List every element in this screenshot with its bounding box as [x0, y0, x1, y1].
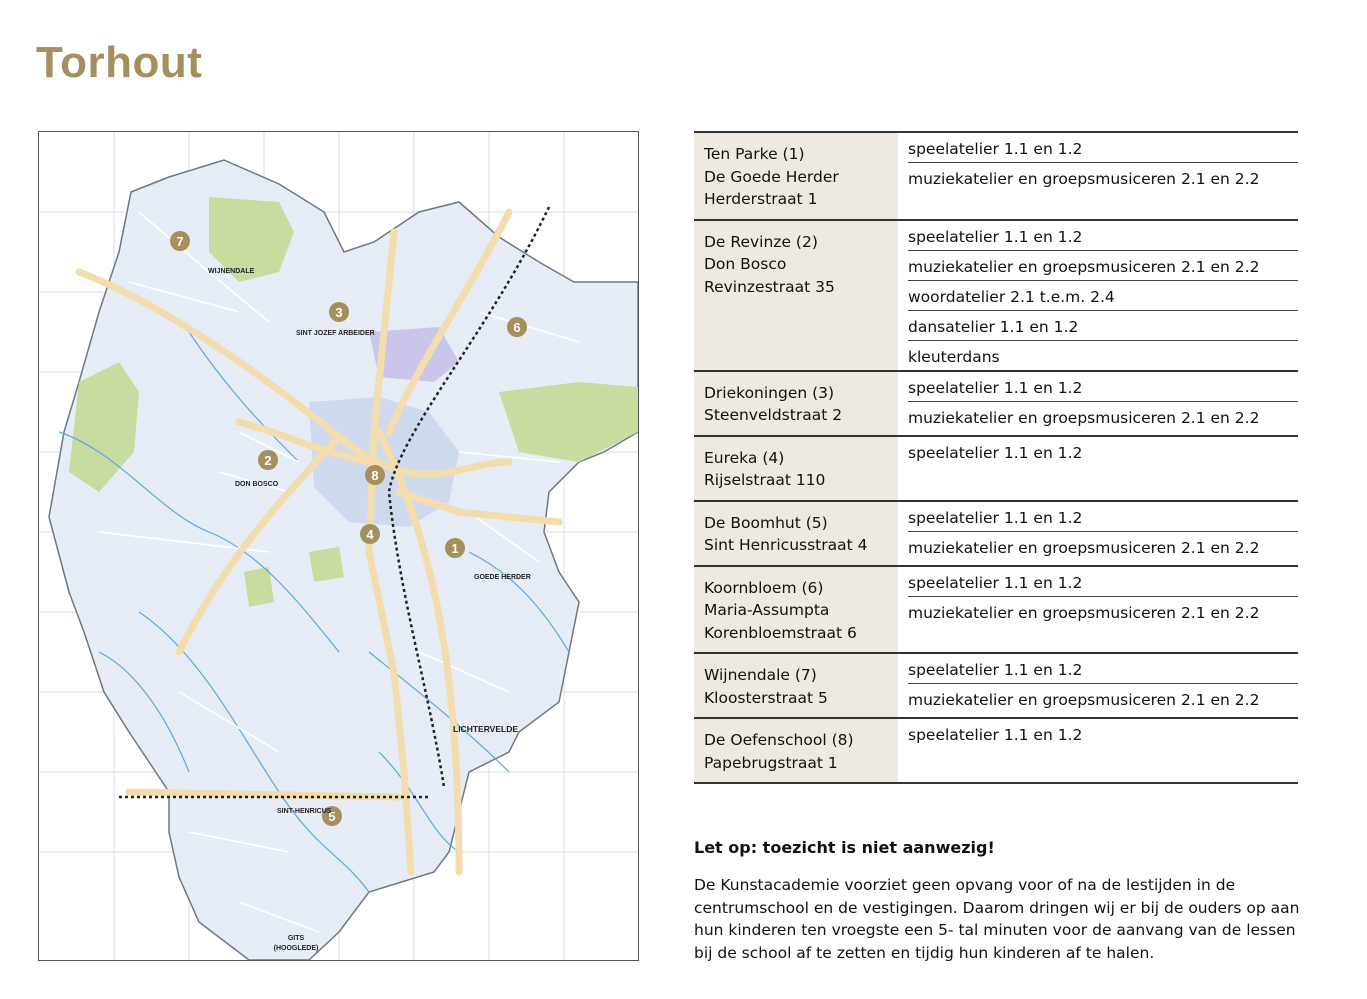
course-item: speelatelier 1.1 en 1.2: [908, 221, 1298, 251]
marker-8-label: 8: [371, 468, 379, 483]
marker-7-label: 7: [176, 234, 184, 249]
location-line: Papebrugstraat 1: [704, 753, 838, 772]
location-row: [694, 718, 1298, 783]
course-item: speelatelier 1.1 en 1.2: [908, 654, 1298, 684]
location-line: Don Bosco: [704, 255, 787, 273]
location-address: [694, 566, 898, 654]
location-address: [694, 436, 898, 501]
label-hooglede: (HOOGLEDE): [273, 945, 319, 952]
marker-2-label: 2: [264, 453, 272, 468]
location-row: [694, 566, 1298, 654]
locations-table: [694, 131, 1298, 784]
location-row: [694, 371, 1298, 436]
location-line: Eureka (4): [704, 448, 785, 467]
course-item: muziekatelier en groepsmusiceren 2.1 en 2.2: [908, 603, 1260, 622]
label-sint-henricus: SINT-HENRICUS: [277, 808, 332, 815]
course-item: muziekatelier en groepsmusiceren 2.1 en 2.2: [908, 408, 1260, 427]
course-item: woordatelier 2.1 t.e.m. 2.4: [908, 281, 1298, 311]
location-courses: [898, 718, 1298, 783]
location-courses: [898, 436, 1298, 501]
location-line: Koornbloem (6): [704, 578, 824, 597]
notice-line: centrumschool en de vestigingen. Daarom dringen wij er bij de ouders op aan: [694, 898, 1300, 917]
label-lichtervelde: LICHTERVELDE: [453, 724, 519, 734]
label-wijnendale: WIJNENDALE: [208, 268, 255, 275]
course-item: muziekatelier en groepsmusiceren 2.1 en 2.2: [908, 691, 1260, 709]
page-title: Torhout: [36, 38, 203, 87]
location-line: Sint Henricusstraat 4: [704, 536, 868, 554]
location-courses: [898, 371, 1298, 436]
location-address: [694, 220, 898, 371]
course-item: speelatelier 1.1 en 1.2: [908, 502, 1298, 532]
location-line: De Revinze (2): [704, 232, 818, 251]
location-address: [694, 501, 898, 566]
location-line: Rijselstraat 110: [704, 471, 826, 489]
course-item: speelatelier 1.1 en 1.2: [908, 726, 1083, 744]
course-item: muziekatelier en groepsmusiceren 2.1 en 2.2: [908, 170, 1260, 188]
marker-6-label: 6: [513, 320, 521, 335]
location-row: [694, 436, 1298, 501]
label-don-bosco: DON BOSCO: [235, 481, 279, 488]
notice-line: hun kinderen ten vroegste een 5- tal minuten voor de aanvang van de lessen: [694, 921, 1296, 939]
marker-4-label: 4: [366, 527, 374, 542]
city-map: [38, 131, 639, 961]
location-line: Kloosterstraat 5: [704, 688, 828, 707]
marker-1-label: 1: [451, 541, 459, 556]
location-courses: [898, 220, 1298, 371]
location-line: Korenbloemstraat 6: [704, 623, 857, 642]
location-line: Herderstraat 1: [704, 190, 818, 208]
location-address: [694, 653, 898, 718]
notice-line: bij de school af te zetten en tijdig hun kinderen af te halen.: [694, 943, 1155, 962]
location-row: [694, 653, 1298, 718]
marker-5-label: 5: [328, 809, 336, 824]
course-item: muziekatelier en groepsmusiceren 2.1 en 2.2: [908, 538, 1260, 557]
notice-line: De Kunstacademie voorziet geen opvang voor of na de lestijden in de: [694, 876, 1236, 894]
location-line: Maria-Assumpta: [704, 601, 830, 619]
location-line: Steenveldstraat 2: [704, 406, 843, 424]
location-courses: [898, 501, 1298, 566]
municipality-area: [49, 160, 638, 960]
location-address: [694, 371, 898, 436]
location-line: De Goede Herder: [704, 167, 839, 186]
label-goede-herder: GOEDE HERDER: [474, 574, 531, 581]
location-courses: [898, 566, 1298, 654]
course-item: muziekatelier en groepsmusiceren 2.1 en 2.2: [908, 251, 1298, 281]
course-item: dansatelier 1.1 en 1.2: [908, 311, 1298, 341]
label-sint-jozef: SINT JOZEF ARBEIDER: [296, 330, 375, 337]
location-courses: [898, 132, 1298, 220]
notice-text: [694, 874, 1319, 964]
notice-title: Let op: toezicht is niet aanwezig!: [694, 838, 995, 857]
marker-3-label: 3: [335, 305, 343, 320]
course-item: speelatelier 1.1 en 1.2: [908, 567, 1298, 597]
course-item: kleuterdans: [908, 347, 1000, 366]
location-line: Revinzestraat 35: [704, 277, 835, 296]
location-line: Ten Parke (1): [704, 145, 805, 163]
location-row: [694, 501, 1298, 566]
location-row: [694, 220, 1298, 371]
location-line: De Boomhut (5): [704, 513, 828, 532]
course-item: speelatelier 1.1 en 1.2: [908, 443, 1083, 462]
city-map-drawing: [39, 132, 638, 960]
location-address: [694, 132, 898, 220]
location-line: Driekoningen (3): [704, 383, 835, 402]
location-line: Wijnendale (7): [704, 666, 817, 684]
course-item: speelatelier 1.1 en 1.2: [908, 372, 1298, 402]
course-item: speelatelier 1.1 en 1.2: [908, 133, 1298, 163]
location-line: De Oefenschool (8): [704, 731, 854, 749]
location-address: [694, 718, 898, 783]
label-gits: GITS: [287, 935, 305, 942]
location-row: [694, 132, 1298, 220]
location-courses: [898, 653, 1298, 718]
